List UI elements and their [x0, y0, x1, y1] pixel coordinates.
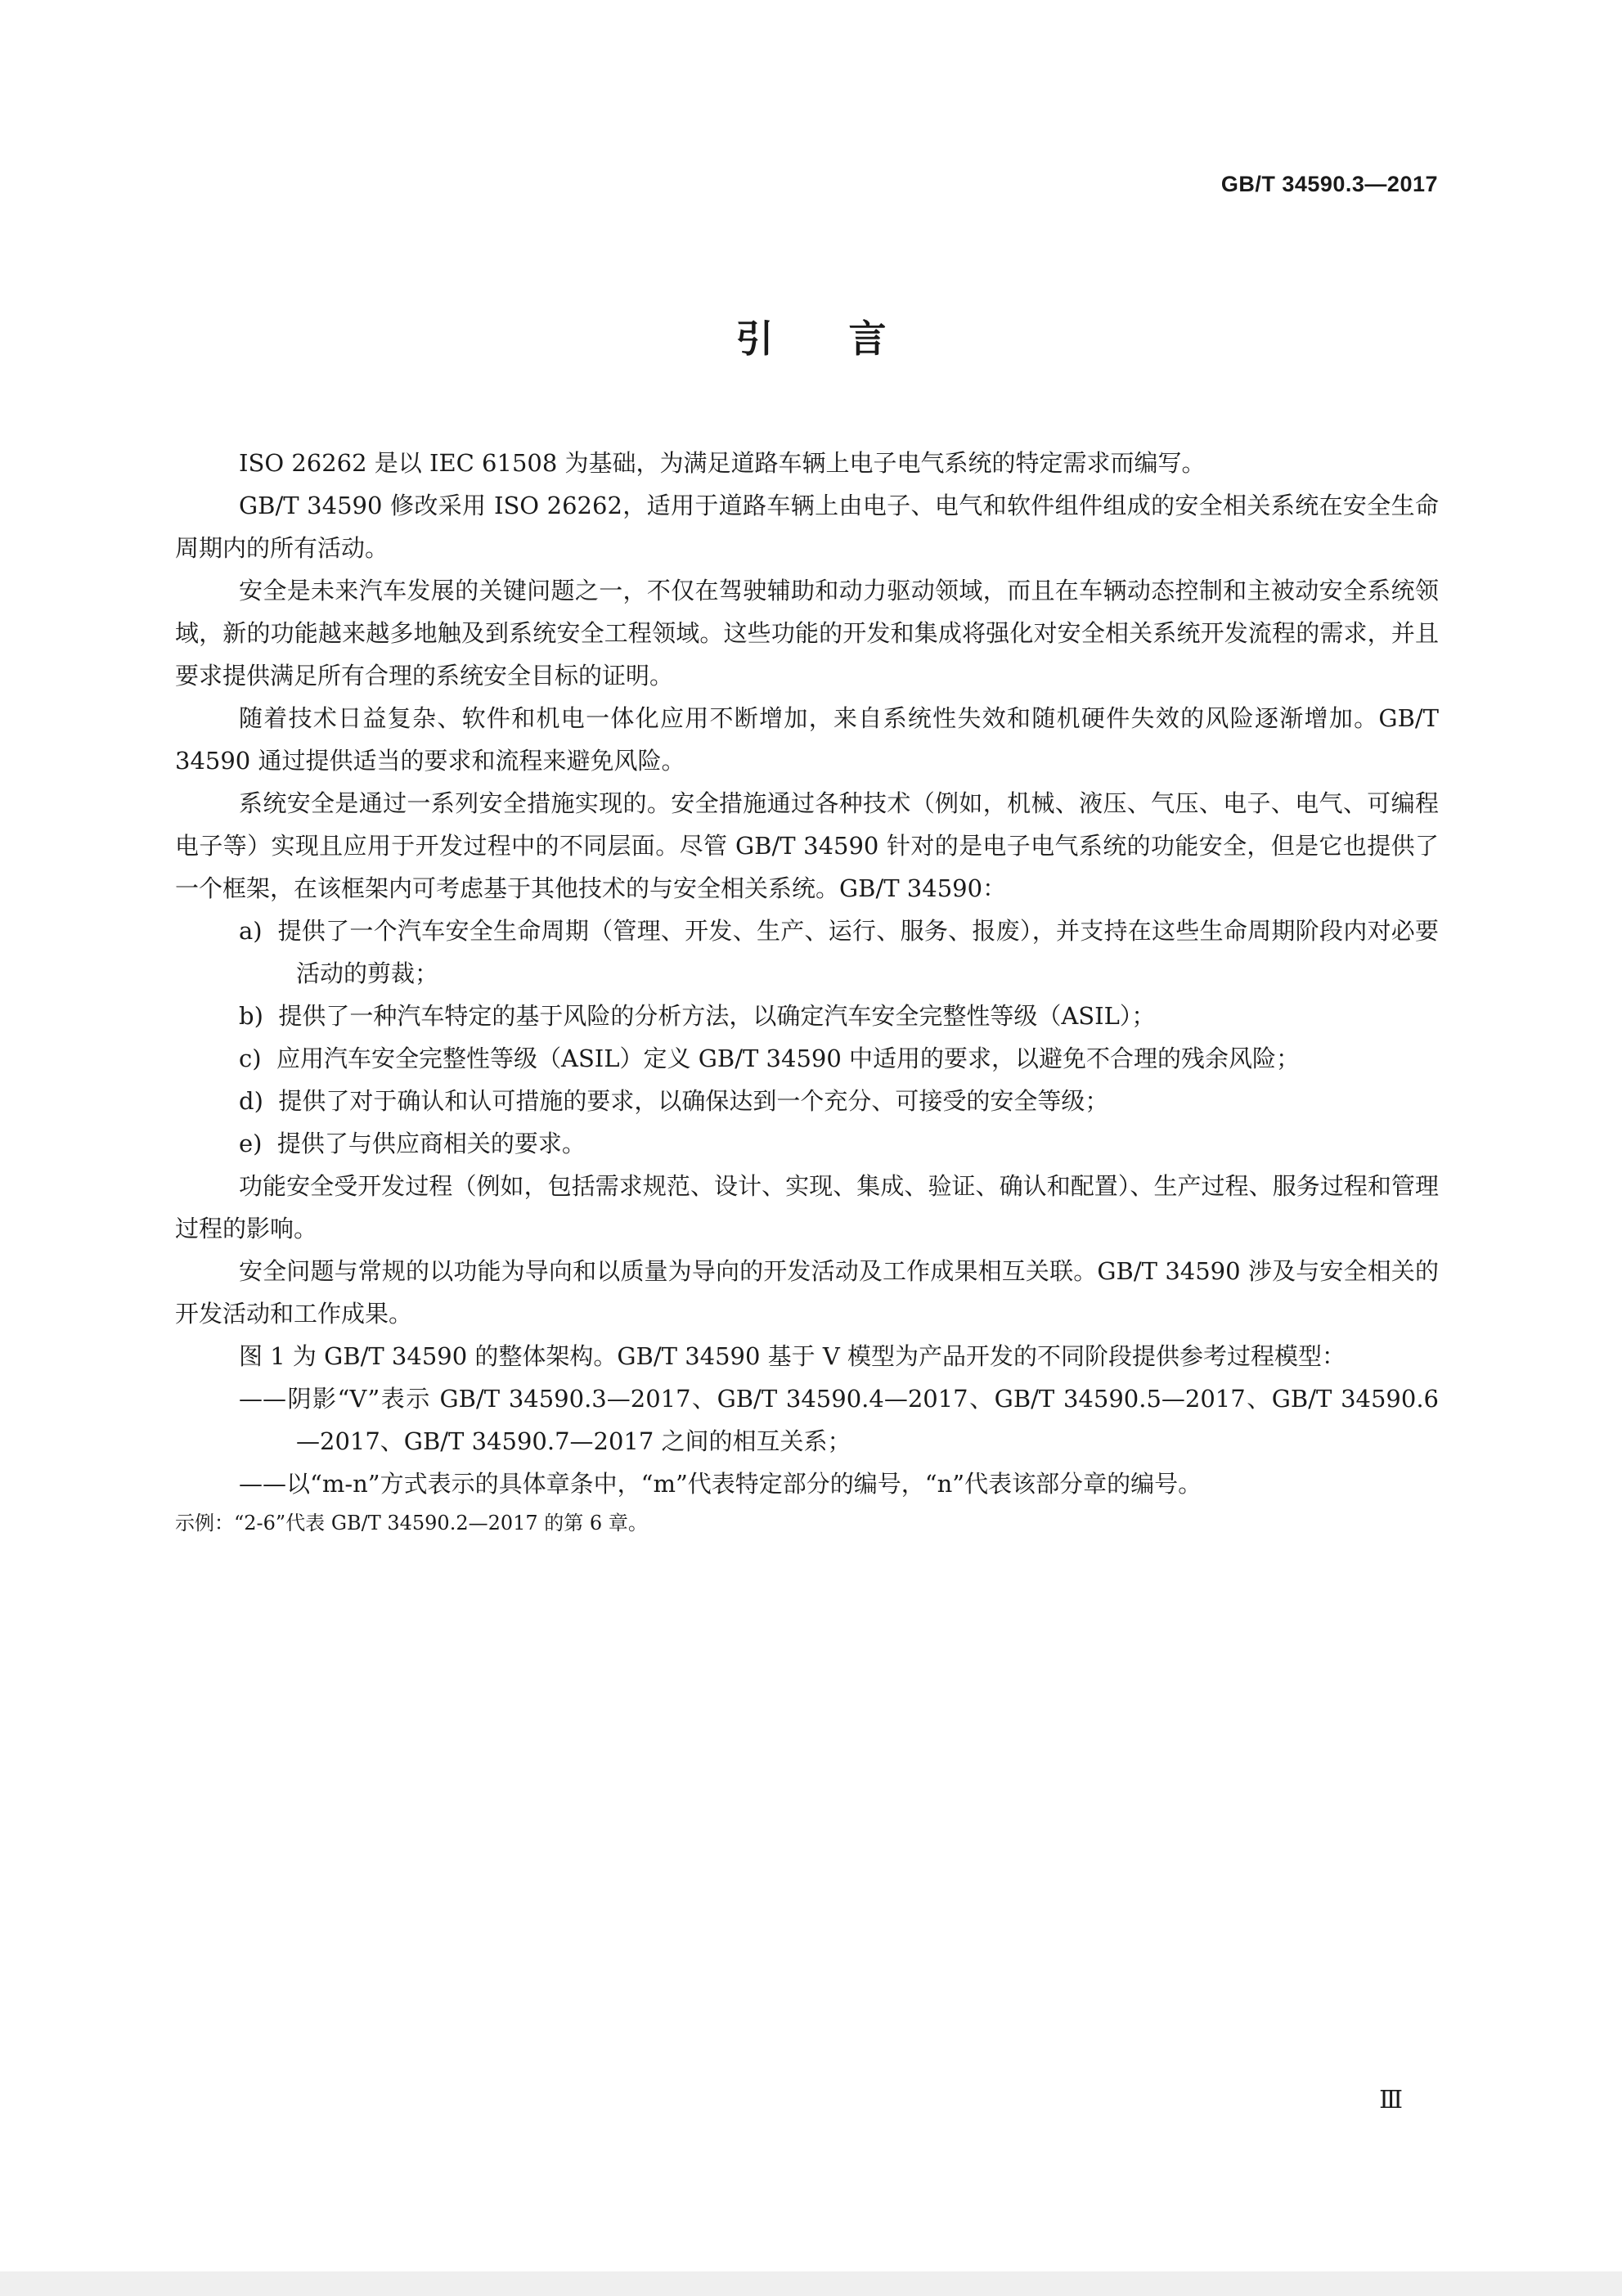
paragraph: 安全问题与常规的以功能为导向和以质量为导向的开发活动及工作成果相互关联。GB/T 34590 涉及与安全相关的开发活动和工作成果。 — [175, 1257, 1439, 1328]
standard-number: GB/T 34590.3—2017 — [1220, 172, 1438, 196]
paragraph: 功能安全受开发过程（例如，包括需求规范、设计、实现、集成、验证、确认和配置）、生产过程、服务过程和管理过程的影响。 — [175, 1172, 1439, 1242]
dash-item — [175, 1377, 1439, 1463]
paragraph: GB/T 34590 修改采用 ISO 26262，适用于道路车辆上由电子、电气和软件组件组成的安全相关系统在安全生命周期内的所有活动。 — [175, 492, 1439, 562]
list-item — [175, 910, 1439, 995]
list-text: 提供了与供应商相关的要求。 — [276, 1130, 586, 1157]
example-note — [175, 1505, 1439, 1541]
example-text: “2-6”代表 GB/T 34590.2—2017 的第 6 章。 — [234, 1512, 648, 1534]
paragraph: 安全是未来汽车发展的关键问题之一，不仅在驾驶辅助和动力驱动领域，而且在车辆动态控制和主被动安全系统领域，新的功能越来越多地触及到系统安全工程领域。这些功能的开发和集成将强化对安全相关系统开发流程的需求，并且要求提供满足所有合理的系统安全目标的证明。 — [175, 577, 1439, 690]
list-text: 提供了一种汽车特定的基于风险的分析方法，以确定汽车安全完整性等级（ASIL）； — [278, 1002, 1156, 1030]
list-item — [175, 1037, 1439, 1080]
list-text: 提供了一个汽车安全生命周期（管理、开发、生产、运行、服务、报废），并支持在这些生命周期阶段内对必要活动的剪裁； — [277, 917, 1439, 987]
list-item — [175, 1080, 1439, 1122]
dash-marker: —— — [239, 1385, 286, 1413]
list-marker: b) — [239, 1002, 263, 1030]
list-text: 应用汽车安全完整性等级（ASIL）定义 GB/T 34590 中适用的要求，以避免不合理的残余风险； — [276, 1045, 1301, 1072]
list-marker: d) — [239, 1087, 263, 1115]
dash-text: 阴影“V”表示 GB/T 34590.3—2017、GB/T 34590.4—2017、GB/T 34590.5—2017、GB/T 34590.6—2017、GB/T 34590.7—2017 之间的相互关系； — [286, 1385, 1439, 1455]
list-item — [175, 1122, 1439, 1165]
paragraph: 图 1 为 GB/T 34590 的整体架构。GB/T 34590 基于 V 模型为产品开发的不同阶段提供参考过程模型： — [239, 1342, 1346, 1370]
example-label: 示例： — [175, 1512, 234, 1534]
list-marker: c) — [239, 1045, 262, 1072]
dash-item — [175, 1463, 1439, 1505]
dash-text: 以“m-n”方式表示的具体章条中，“m”代表特定部分的编号，“n”代表该部分章的编号。 — [286, 1470, 1202, 1498]
paragraph: 系统安全是通过一系列安全措施实现的。安全措施通过各种技术（例如，机械、液压、气压、电子、电气、可编程电子等）实现且应用于开发过程中的不同层面。尽管 GB/T 34590 针对的是电子电气系统的功能安全，但是它也提供了一个框架，在该框架内可考虑基于其他技术的与安全相关系统。GB/T 34590： — [175, 789, 1439, 902]
list-text: 提供了对于确认和认可措施的要求，以确保达到一个充分、可接受的安全等级； — [278, 1087, 1109, 1115]
list-marker: a) — [239, 917, 263, 945]
page-bottom-strip — [0, 2271, 1622, 2296]
list-item — [175, 995, 1439, 1037]
dash-marker: —— — [239, 1470, 286, 1498]
page-number: Ⅲ — [1379, 2086, 1403, 2114]
paragraph: ISO 26262 是以 IEC 61508 为基础，为满足道路车辆上电子电气系统的特定需求而编写。 — [239, 449, 1206, 477]
list-marker: e) — [239, 1130, 263, 1157]
section-title: 引言 — [735, 317, 962, 361]
paragraph: 随着技术日益复杂、软件和机电一体化应用不断增加，来自系统性失效和随机硬件失效的风险逐渐增加。GB/T 34590 通过提供适当的要求和流程来避免风险。 — [175, 704, 1439, 775]
document-body — [175, 442, 1439, 1541]
